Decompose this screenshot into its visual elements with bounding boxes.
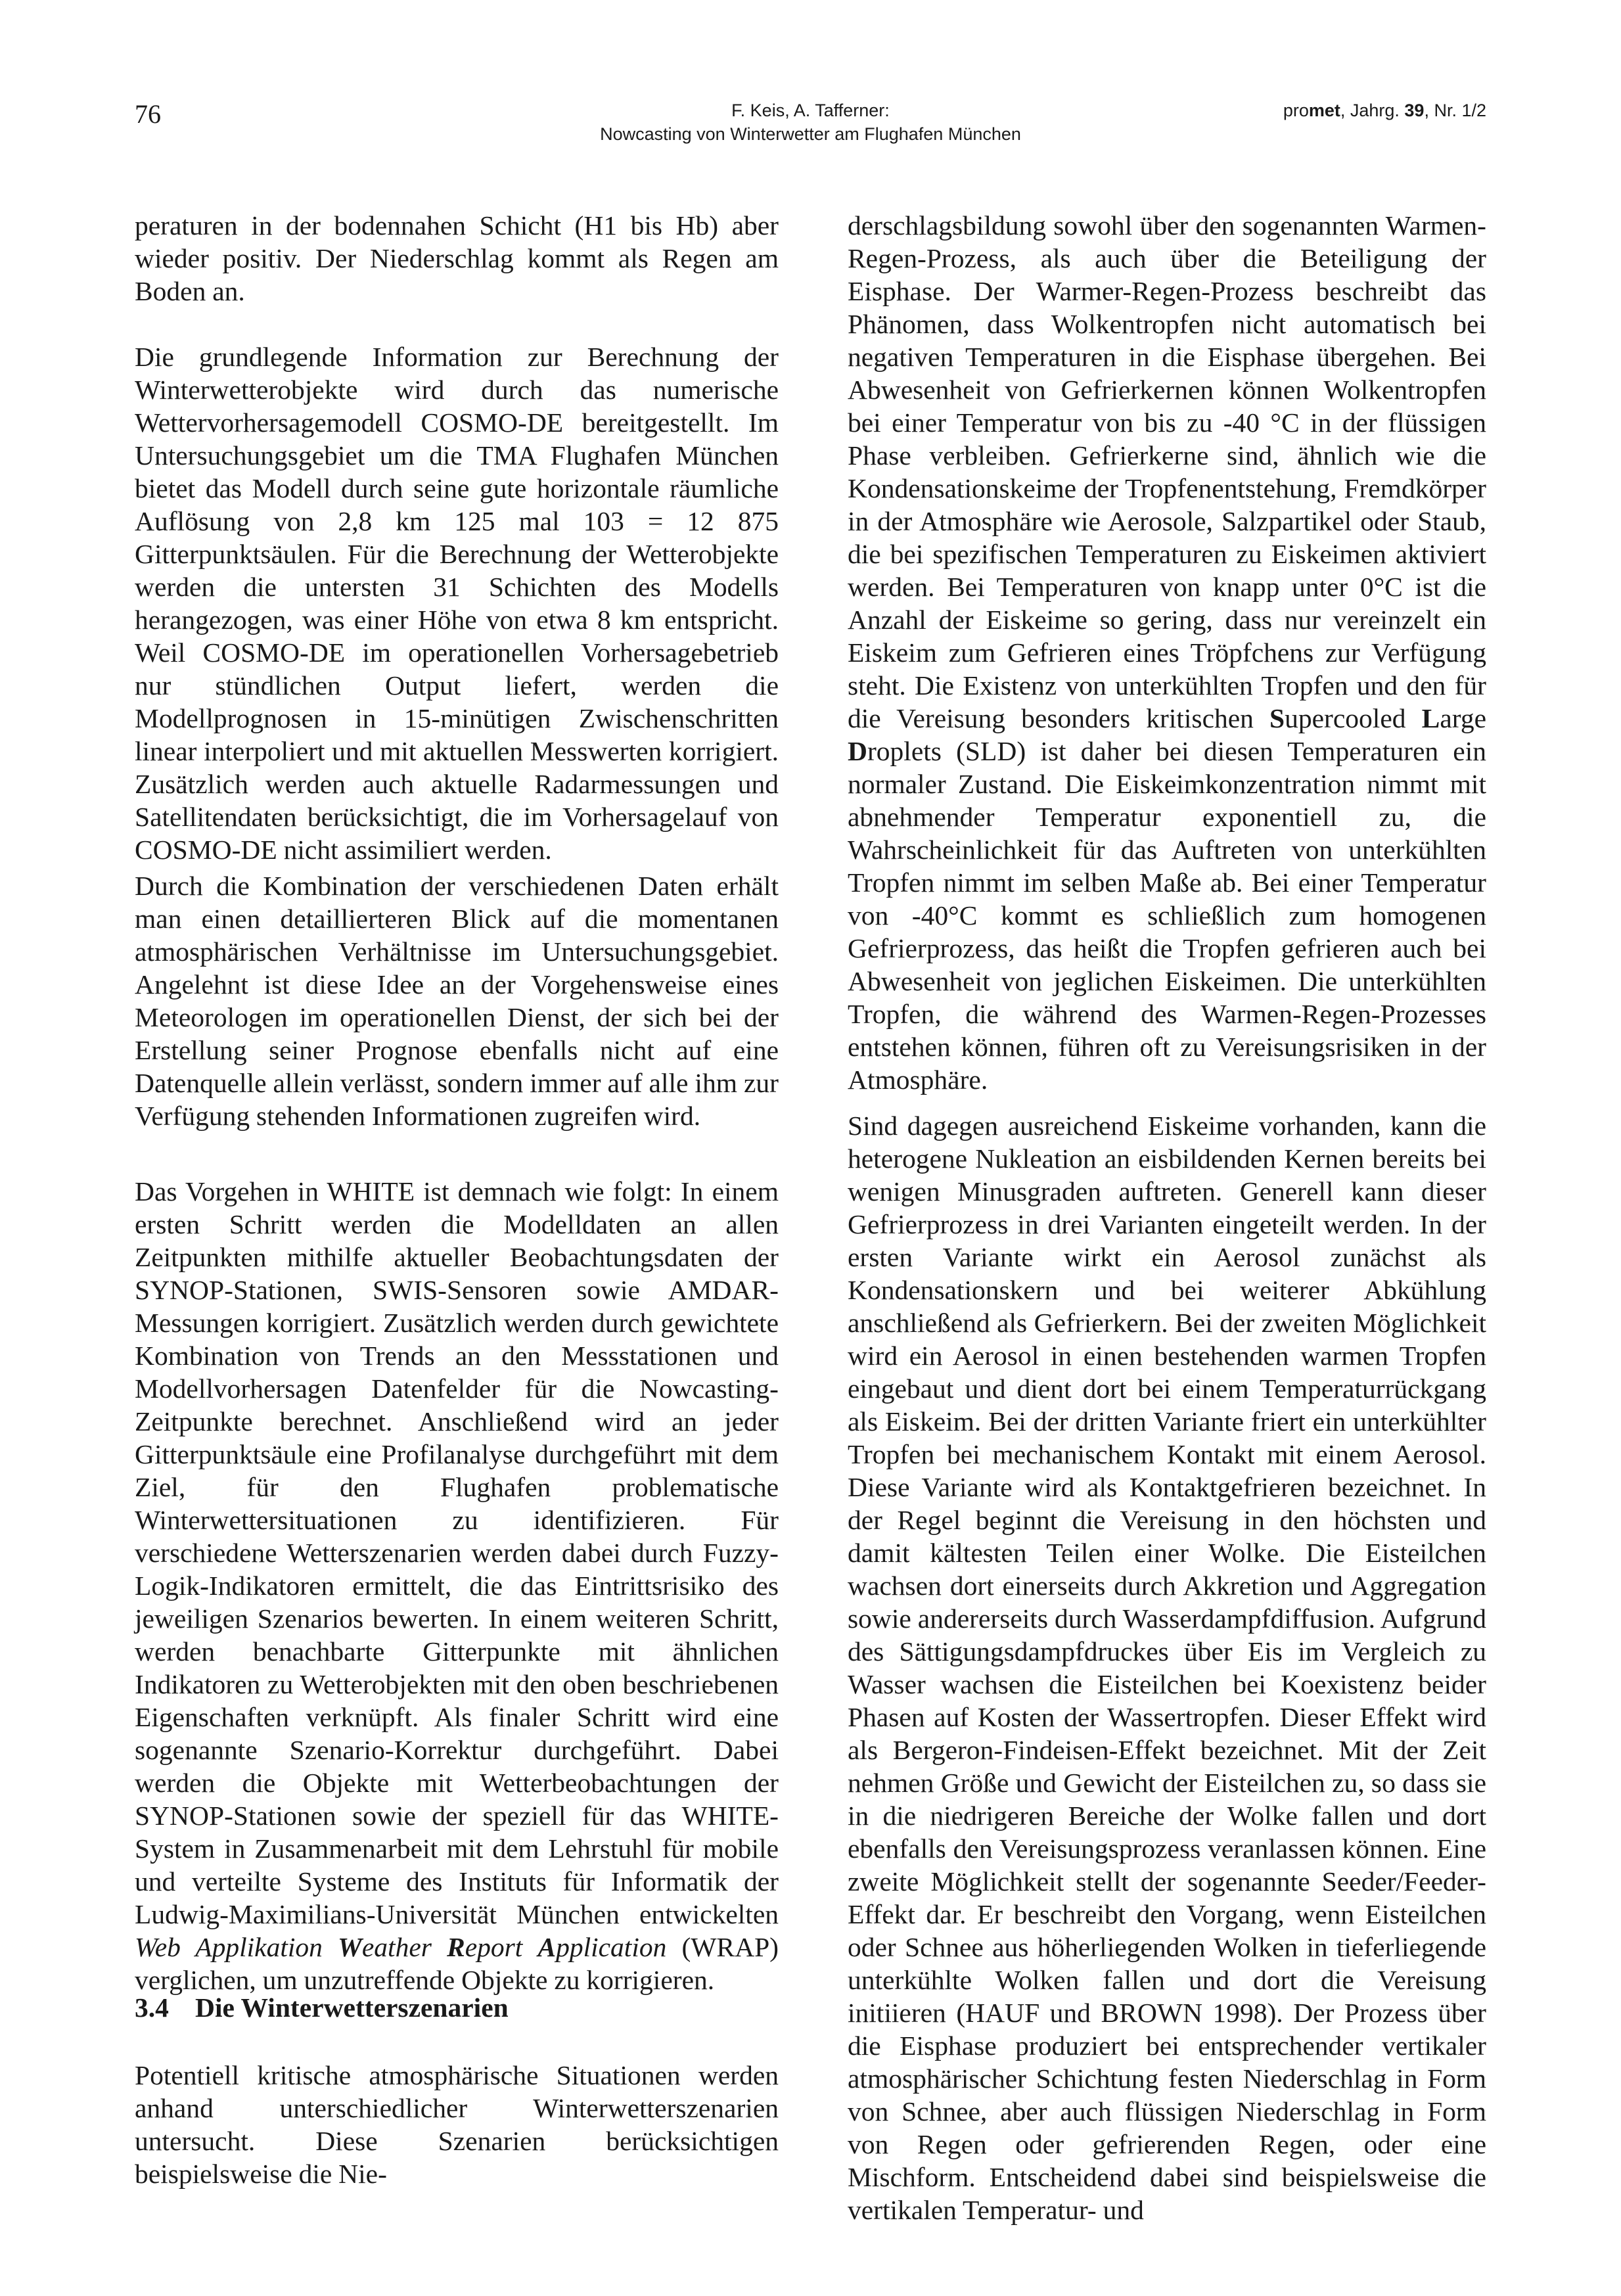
text-run-normal: Sind dagegen ausreichend Eiskeime vorhanden, kann die heterogene Nukleation an eisbildenden Kernen bereits bei wenigen Minusgraden auftreten. Generell kann dieser Gefrierprozess in drei Varianten eingeteilt werden. In der ersten Variante wirkt ein Aerosol zunächst als Kondensationskern und bei weiterer Abkühlung anschließend als Gefrierkern. Bei der zweiten Möglichkeit wird ein Aerosol in einen bestehenden warmen Tropfen eingebaut und dient dort bei einem Temperaturrückgang als Eiskeim. Bei der dritten Variante friert ein unterkühlter Tropfen bei mechanischem Kontakt mit einem Aerosol. Diese Variante wird als Kontaktgefrieren bezeichnet. In der Regel beginnt die Vereisung in den höchsten und damit kältesten Teilen einer Wolke. Die Eisteilchen wachsen dort einerseits durch Akkretion und Aggregation sowie andererseits durch Wasserdampfdiffusion. Aufgrund des Sättigungsdampfdruckes über Eis im Vergleich zu Wasser wachsen die Eisteilchen bei Koexistenz beider Phasen auf Kosten der Wassertropfen. Dieser Effekt wird als Bergeron-Findeisen-Effekt bezeichnet. Mit der Zeit nehmen Größe und Gewicht der Eisteilchen zu, so dass sie in die niedrigeren Bereiche der Wolke fallen und dort ebenfalls den Vereisungsprozess veranlassen können. Eine zweite Möglichkeit stellt der sogenannte Seeder/Feeder-Effekt dar. Er beschreibt den Vorgang, wenn Eisteilchen oder Schnee aus höherliegenden Wolken in tieferliegende unterkühlte Wolken fallen und dort die Vereisung initiieren (HAUF und BROWN 1998). Der Prozess über die Eisphase produziert bei entsprechender vertikaler atmosphärischer Schichtung festen Niederschlag in Form von Schnee, aber auch flüssigen Niederschlag in Form von Regen oder gefrierenden Regen, oder eine Mischform. Entscheidend dabei sind beispielsweise die vertikalen Temperatur- und — [848, 1111, 1486, 2225]
journal-name-prefix: pro — [1283, 101, 1309, 120]
text-run-normal: derschlagsbildung sowohl über den sogenannten Warmen-Regen-Prozess, als auch über die Beteiligung der Eisphase. Der Warmer-Regen-Prozess beschreibt das Phänomen, dass Wolkentropfen nicht automatisch bei negativen Temperaturen in die Eisphase übergehen. Bei Abwesenheit von Gefrierkernen können Wolkentropfen bei einer Temperatur von bis zu -40 °C in der flüssigen Phase verbleiben. Gefrierkerne sind, ähnlich wie die Kondensationskeime der Tropfenentstehung, Fremdkörper in der Atmosphäre wie Aerosole, Salzpartikel oder Staub, die bei spezifischen Temperaturen zu Eiskeimen aktiviert werden. Bei Temperaturen von knapp unter 0°C ist die Anzahl der Eiskeime so gering, dass nur vereinzelt ein Eiskeim zum Gefrieren eines Tröpfchens zur Verfügung steht. Die Existenz von unterkühlten Tropfen und den für die Vereisung besonders kritischen — [848, 210, 1486, 733]
paragraph-left-3 — [135, 869, 779, 1132]
paragraph-left-2 — [135, 340, 779, 866]
text-run-bold: S — [1269, 703, 1285, 733]
text-run-normal: Das Vorgehen in WHITE ist demnach wie folgt: In einem ersten Schritt werden die Modelldaten an allen Zeitpunkten mithilfe aktueller Beobachtungsdaten der SYNOP-Stationen, SWIS-Sensoren sowie AMDAR-Messungen korrigiert. Zusätzlich werden durch gewichtete Kombination von Trends an den Messstationen und Modellvorhersagen Datenfelder für die Nowcasting-Zeitpunkte berechnet. Anschließend wird an jeder Gitterpunktsäule eine Profilanalyse durchgeführt mit dem Ziel, für den Flughafen problematische Winterwettersituationen zu identifizieren. Für verschiedene Wetterszenarien werden dabei durch Fuzzy-Logik-Indikatoren ermittelt, die das Eintrittsrisiko des jeweiligen Szenarios bewerten. In einem weiteren Schritt, werden benachbarte Gitterpunkte mit ähnlichen Indikatoren zu Wetterobjekten mit den oben beschriebenen Eigenschaften verknüpft. Als finaler Schritt wird eine sogenannte Szenario-Korrektur durchgeführt. Dabei werden die Objekte mit Wetterbeobachtungen der SYNOP-Stationen sowie der speziell für das WHITE-System in Zusammenarbeit mit dem Lehrstuhl für mobile und verteilte Systeme des Instituts für Informatik der Ludwig-Maximilians-Universität München entwickelten — [135, 1176, 779, 1929]
text-run-normal: roplets (SLD) ist daher bei diesen Temperaturen ein normaler Zustand. Die Eiskeimkonzentration nimmt mit abnehmender Temperatur exponentiell zu, die Wahrscheinlichkeit für das Auftreten von unterkühlten Tropfen nimmt im selben Maße ab. Bei einer Temperatur von -40°C kommt es schließlich zum homogenen Gefrierprozess, das heißt die Tropfen gefrieren auch bei Abwesenheit von jeglichen Eiskeimen. Die unterkühlten Tropfen, die während des Warmen-Regen-Prozesses entstehen können, führen oft zu Vereisungsrisiken in der Atmosphäre. — [848, 736, 1486, 1095]
section-number: 3.4 — [135, 1992, 169, 2023]
text-run-bold: L — [1421, 703, 1440, 733]
text-run-italic: eather — [361, 1932, 447, 1962]
text-run-bolditalic: A — [537, 1932, 557, 1962]
text-run-italic: eport — [465, 1932, 538, 1962]
journal-volume: 39 — [1404, 101, 1425, 120]
text-run-bold: D — [848, 736, 867, 766]
text-run-bolditalic: W — [337, 1932, 362, 1962]
page-number: 76 — [135, 99, 161, 129]
text-run-normal: peraturen in der bodennahen Schicht (H1 bis Hb) aber wieder positiv. Der Niederschlag kommt als Regen am Boden an. — [135, 210, 779, 306]
journal-citation — [1283, 99, 1486, 122]
paragraph-left-4 — [135, 1175, 779, 1996]
section-title: Die Winterwetterszenarien — [195, 1992, 509, 2023]
section-heading — [135, 1991, 779, 2024]
journal-issue: , Nr. 1/2 — [1424, 101, 1486, 120]
paragraph-right-2 — [848, 1109, 1486, 2226]
text-run-italic: Web Applikation — [135, 1932, 338, 1962]
text-run-normal: upercooled — [1285, 703, 1422, 733]
text-run-normal: arge — [1440, 703, 1486, 733]
journal-name-bold: met — [1308, 101, 1340, 120]
paragraph-left-5 — [135, 2059, 779, 2190]
paragraph-right-1 — [848, 209, 1486, 1096]
text-run-normal: (WRAP) verglichen, um unzutreffende Objekte zu korrigieren. — [135, 1932, 779, 1995]
paragraph-left-1 — [135, 209, 779, 308]
text-run-normal: Potentiell kritische atmosphärische Situationen werden anhand unterschiedlicher Winterwetterszenarien untersucht. Diese Szenarien berücksichtigen beispielsweise die Nie- — [135, 2060, 779, 2189]
header-authors: F. Keis, A. Tafferner: — [731, 101, 890, 120]
text-run-normal: Durch die Kombination der verschiedenen Daten erhält man einen detaillierteren Blick auf die momentanen atmosphärischen Verhältnisse im Untersuchungsgebiet. Angelehnt ist diese Idee an der Vorgehensweise eines Meteorologen im operationellen Dienst, der sich bei der Erstellung seiner Prognose ebenfalls nicht auf eine Datenquelle allein verlässt, sondern immer auf alle ihm zur Verfügung stehenden Informationen zugreifen wird. — [135, 871, 779, 1131]
header-article-title: Nowcasting von Winterwetter am Flughafen München — [600, 124, 1021, 144]
text-run-bolditalic: R — [447, 1932, 465, 1962]
text-run-italic: pplication — [556, 1932, 667, 1962]
journal-year-label: , Jahrg. — [1340, 101, 1405, 120]
text-run-normal: Die grundlegende Information zur Berechnung der Winterwetterobjekte wird durch das numerische Wettervorhersagemodell COSMO-DE bereitgestellt. Im Untersuchungsgebiet um die TMA Flughafen München bietet das Modell durch seine gute horizontale räumliche Auflösung von 2,8 km 125 mal 103 = 12 875 Gitterpunktsäulen. Für die Berechnung der Wetterobjekte werden die untersten 31 Schichten des Modells herangezogen, was einer Höhe von etwa 8 km entspricht. Weil COSMO-DE im operationellen Vorhersagebetrieb nur stündlichen Output liefert, werden die Modellprognosen in 15-minütigen Zwischenschritten linear interpoliert und mit aktuellen Messwerten korrigiert. Zusätzlich werden auch aktuelle Radarmessungen und Satellitendaten berücksichtigt, die im Vorhersagelauf von COSMO-DE nicht assimiliert werden. — [135, 342, 779, 865]
